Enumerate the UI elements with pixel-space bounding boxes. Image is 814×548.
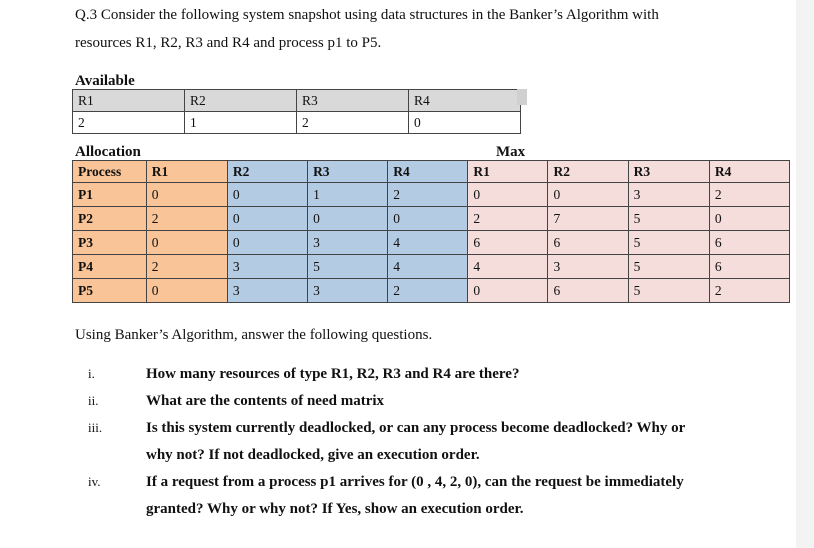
cell: 0 — [146, 279, 227, 303]
cell: 3 — [308, 231, 388, 255]
table-row — [73, 207, 790, 231]
process-name: P1 — [73, 183, 147, 207]
cell: 0 — [227, 231, 307, 255]
question-text: granted? Why or why not? If Yes, show an execution order. — [146, 501, 524, 517]
cell: 2 — [146, 207, 227, 231]
cell: 5 — [628, 231, 709, 255]
cell: 4 — [388, 255, 468, 279]
question-text: How many resources of type R1, R2, R3 and R4 are there? — [146, 366, 520, 382]
cell: 0 — [388, 207, 468, 231]
header-alloc-r1: R1 — [146, 161, 227, 183]
question-text: Is this system currently deadlocked, or can any process become deadlocked? Why or — [146, 420, 686, 436]
scrollbar-track[interactable] — [796, 0, 814, 548]
max-title: Max — [496, 144, 526, 160]
available-header-r2: R2 — [185, 90, 297, 112]
cell: 3 — [227, 279, 307, 303]
cell: 5 — [628, 207, 709, 231]
cell: 0 — [146, 183, 227, 207]
cell: 2 — [709, 183, 789, 207]
available-value-r1: 2 — [73, 112, 185, 134]
cell: 7 — [548, 207, 628, 231]
table-row — [73, 255, 790, 279]
header-alloc-r4: R4 — [388, 161, 468, 183]
available-header-r4: R4 — [409, 90, 521, 112]
cell: 0 — [146, 231, 227, 255]
cell: 3 — [227, 255, 307, 279]
cell: 3 — [308, 279, 388, 303]
available-value-r2: 1 — [185, 112, 297, 134]
question-line-2: resources R1, R2, R3 and R4 and process p1 to P5. — [75, 35, 382, 51]
header-max-r2: R2 — [548, 161, 628, 183]
process-name: P3 — [73, 231, 147, 255]
available-header-r3: R3 — [297, 90, 409, 112]
table-row — [73, 231, 790, 255]
process-name: P5 — [73, 279, 147, 303]
available-value-r3: 2 — [297, 112, 409, 134]
question-number: i. — [88, 366, 95, 381]
question-text: What are the contents of need matrix — [146, 393, 385, 409]
header-max-r3: R3 — [628, 161, 709, 183]
question-number: iii. — [88, 420, 103, 435]
cell: 0 — [227, 183, 307, 207]
available-title: Available — [75, 73, 135, 89]
header-max-r1: R1 — [468, 161, 548, 183]
question-text: why not? If not deadlocked, give an execution order. — [146, 447, 480, 463]
cell: 5 — [308, 255, 388, 279]
allocation-title: Allocation — [75, 144, 141, 160]
available-table — [72, 89, 521, 134]
process-name: P2 — [73, 207, 147, 231]
question-text: If a request from a process p1 arrives for (0 , 4, 2, 0), can the request be immediately — [146, 474, 684, 490]
cell: 2 — [388, 183, 468, 207]
cell: 3 — [548, 255, 628, 279]
question-line-1: Q.3 Consider the following system snapshot using data structures in the Banker’s Algorithm with — [75, 7, 659, 23]
cell: 6 — [709, 231, 789, 255]
cell: 0 — [548, 183, 628, 207]
cell: 4 — [468, 255, 548, 279]
cell: 6 — [548, 231, 628, 255]
cell: 2 — [388, 279, 468, 303]
header-process: Process — [73, 161, 147, 183]
cell: 4 — [388, 231, 468, 255]
table-row — [73, 279, 790, 303]
cell: 1 — [308, 183, 388, 207]
available-header-r1: R1 — [73, 90, 185, 112]
cell: 0 — [468, 183, 548, 207]
cell: 0 — [227, 207, 307, 231]
cell: 6 — [548, 279, 628, 303]
cell: 5 — [628, 279, 709, 303]
cell: 6 — [709, 255, 789, 279]
cell: 0 — [468, 279, 548, 303]
table-row — [73, 183, 790, 207]
cell: 0 — [308, 207, 388, 231]
question-number: ii. — [88, 393, 99, 408]
cell: 2 — [468, 207, 548, 231]
cell: 6 — [468, 231, 548, 255]
header-shading — [517, 89, 527, 105]
cell: 5 — [628, 255, 709, 279]
header-alloc-r2: R2 — [227, 161, 307, 183]
header-alloc-r3: R3 — [308, 161, 388, 183]
available-value-r4: 0 — [409, 112, 521, 134]
header-max-r4: R4 — [709, 161, 789, 183]
cell: 0 — [709, 207, 789, 231]
allocation-max-table — [72, 160, 790, 303]
cell: 2 — [146, 255, 227, 279]
question-number: iv. — [88, 474, 101, 489]
instruction-text: Using Banker’s Algorithm, answer the following questions. — [75, 327, 433, 343]
process-name: P4 — [73, 255, 147, 279]
cell: 2 — [709, 279, 789, 303]
table-header-row — [73, 161, 790, 183]
cell: 3 — [628, 183, 709, 207]
